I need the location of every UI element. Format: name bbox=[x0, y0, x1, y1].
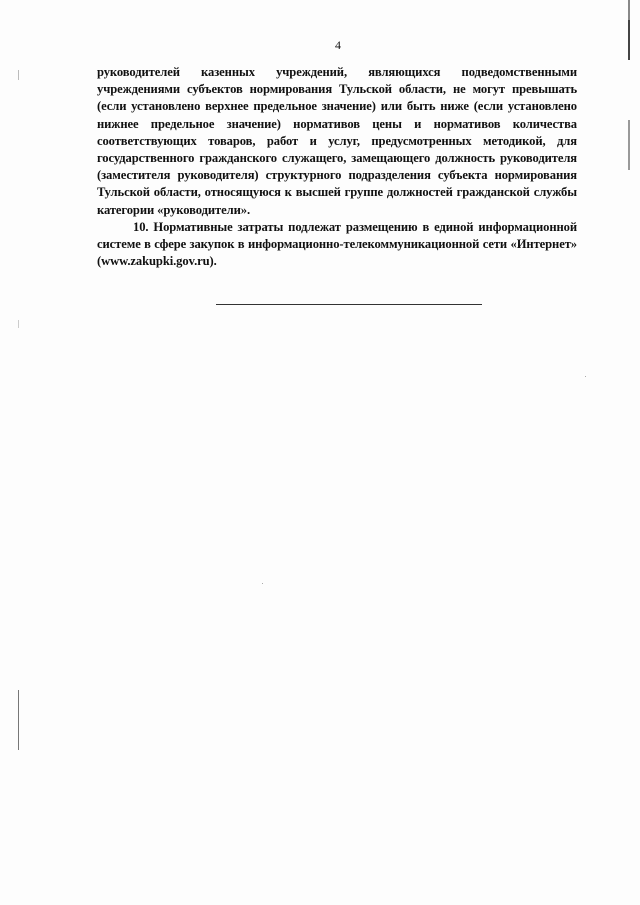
scan-margin-mark bbox=[18, 320, 19, 328]
end-separator-line bbox=[216, 304, 482, 305]
scan-speck bbox=[262, 583, 263, 584]
scan-margin-mark bbox=[18, 690, 19, 750]
scan-margin-mark bbox=[18, 70, 19, 80]
scan-edge-artifact bbox=[628, 0, 630, 905]
paragraph-continuation: руководителей казенных учреждений, являющихся подведомственными учреждениями субъектов нормирования Тульской области, не могут превышать (если установлено верхнее предельное значение) или быть ниже (если установлено нижнее предельное значение) нормативов цены и нормативов количества соответствующих товаров, работ и услуг, предусмотренных методикой, для государственного гражданского служащего, замещающего должность руководителя (заместителя руководителя) структурного подразделения субъекта нормирования Тульской области, относящуюся к высшей группе должностей гражданской службы категории «руководители». bbox=[97, 65, 577, 217]
paragraph-10: 10. Нормативные затраты подлежат размещению в единой информационной системе в сфере закупок в информационно-телекоммуникационной сети «Интернет» (www.zakupki.gov.ru). bbox=[97, 219, 577, 269]
page-number: 4 bbox=[335, 38, 341, 52]
scan-speck bbox=[585, 376, 586, 377]
document-body bbox=[97, 64, 577, 270]
